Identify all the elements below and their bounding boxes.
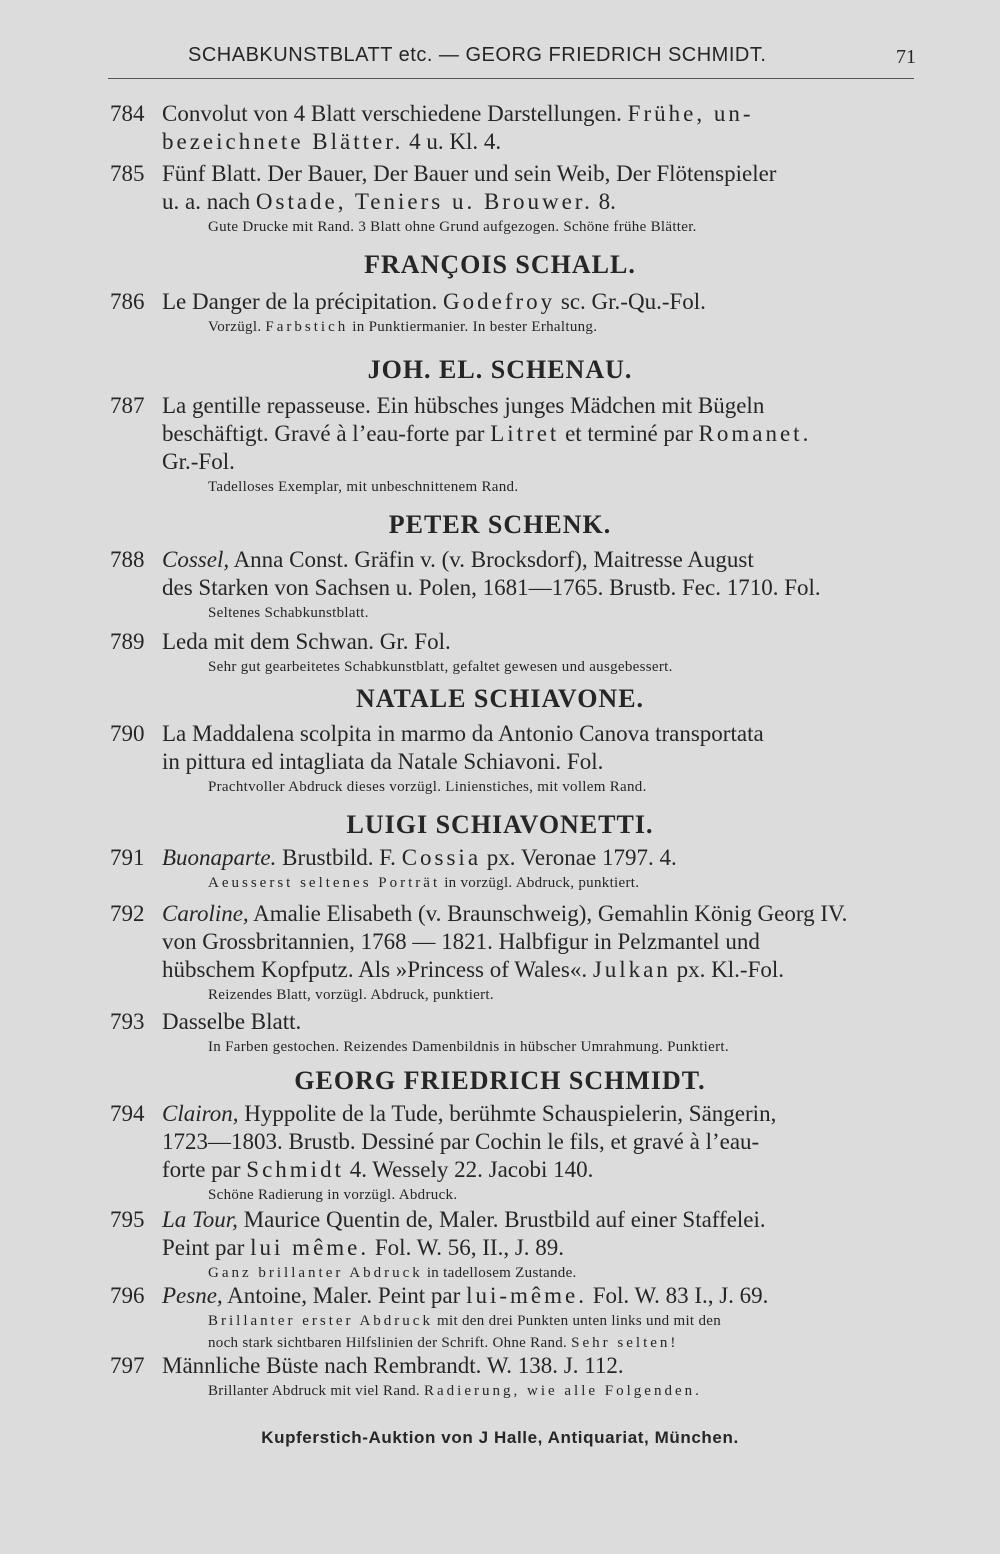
lot-number: 791	[110, 845, 145, 870]
lot-note: Brillanter Abdruck mit viel Rand.	[208, 1383, 424, 1399]
lot-text: u. a. nach	[162, 189, 256, 214]
lot-entry-795	[110, 1206, 928, 1284]
lot-note-spaced: Brillanter erster Abdruck	[208, 1313, 433, 1329]
lot-text: beschäftigt. Gravé à l’eau-forte par	[162, 421, 491, 446]
lot-note: Seltenes Schabkunstblatt.	[208, 605, 369, 621]
artist-heading-schenk: PETER SCHENK.	[388, 510, 612, 539]
running-title: SCHABKUNSTBLATT etc. — GEORG FRIEDRICH SCHMIDT.	[188, 44, 767, 66]
lot-text: Brustbild. F.	[276, 845, 402, 870]
lot-entry-793	[110, 1008, 928, 1058]
lot-text-spaced: Julkan	[592, 957, 671, 982]
lot-text: Peint par	[162, 1235, 251, 1260]
lot-text: Dasselbe Blatt.	[162, 1009, 302, 1034]
artist-heading-schall: FRANÇOIS SCHALL.	[364, 250, 636, 279]
lot-entry-786	[110, 288, 928, 338]
lot-text: px. Kl.-Fol.	[670, 957, 784, 982]
lot-note: Tadelloses Exemplar, mit unbeschnittenem Rand.	[208, 479, 519, 495]
lot-number: 793	[110, 1009, 145, 1034]
lot-text-spaced: Ostade, Teniers u. Brouwer.	[255, 189, 593, 214]
artist-heading-schenau: JOH. EL. SCHENAU.	[367, 355, 633, 384]
lot-number: 785	[110, 161, 145, 186]
lot-note: noch stark sichtbaren Hilfslinien der Schrift. Ohne Rand.	[208, 1335, 572, 1351]
lot-note-spaced: Farbstich	[265, 319, 349, 335]
lot-sitter-name: Caroline,	[162, 901, 249, 926]
lot-text: Antoine, Maler. Peint par	[222, 1283, 467, 1308]
lot-text: px. Veronae 1797. 4.	[481, 845, 677, 870]
lot-number: 797	[110, 1353, 145, 1378]
lot-text: Fünf Blatt. Der Bauer, Der Bauer und sein Weib, Der Flötenspieler	[162, 161, 777, 186]
artist-heading-schiavone: NATALE SCHIAVONE.	[355, 684, 645, 713]
lot-text-spaced: lui même.	[250, 1235, 370, 1260]
lot-text: Amalie Elisabeth (v. Braunschweig), Gemahlin König Georg IV.	[248, 901, 848, 926]
lot-text: 8.	[592, 189, 616, 214]
lot-entry-785	[110, 160, 928, 238]
lot-note: in vorzügl. Abdruck, punktiert.	[440, 875, 640, 891]
lot-number: 796	[110, 1283, 145, 1308]
lot-entry-784	[110, 100, 928, 156]
page-number: 71	[896, 46, 916, 68]
lot-sitter-name: Clairon,	[162, 1101, 239, 1126]
lot-note-spaced: Ganz brillanter Abdruck	[208, 1265, 423, 1281]
lot-text-spaced: bezeichnete Blätter.	[162, 129, 404, 154]
lot-text: 4. Wessely 22. Jacobi 140.	[343, 1157, 594, 1182]
lot-number: 787	[110, 393, 145, 418]
lot-entry-787	[110, 392, 928, 498]
artist-heading-schmidt: GEORG FRIEDRICH SCHMIDT.	[294, 1066, 706, 1095]
lot-entry-794	[110, 1100, 928, 1206]
lot-note: in Punktiermanier. In bester Erhaltung.	[348, 319, 598, 335]
lot-text: Männliche Büste nach Rembrandt. W. 138. J. 112.	[162, 1353, 624, 1378]
lot-note: Schöne Radierung in vorzügl. Abdruck.	[208, 1187, 458, 1203]
artist-heading-schiavonetti: LUIGI SCHIAVONETTI.	[346, 810, 654, 839]
lot-text: Fol. W. 83 I., J. 69.	[586, 1283, 769, 1308]
lot-text-spaced: Schmidt	[246, 1157, 344, 1182]
lot-text: von Grossbritannien, 1768 — 1821. Halbfigur in Pelzmantel und	[162, 929, 760, 954]
lot-note-spaced: Sehr selten!	[571, 1335, 679, 1351]
lot-number: 789	[110, 629, 145, 654]
lot-text-spaced: Romanet.	[698, 421, 812, 446]
lot-number: 792	[110, 901, 145, 926]
lot-entry-797	[110, 1352, 928, 1402]
lot-note-spaced: Radierung, wie alle Folgenden.	[424, 1383, 702, 1399]
lot-text: Convolut von 4 Blatt verschiedene Darstellungen.	[162, 101, 628, 126]
lot-number: 790	[110, 721, 145, 746]
lot-note: in tadellosem Zustande.	[422, 1265, 577, 1281]
lot-text: Leda mit dem Schwan. Gr. Fol.	[162, 629, 451, 654]
lot-number: 788	[110, 547, 145, 572]
lot-text: in pittura ed intagliata da Natale Schiavoni. Fol.	[162, 749, 604, 774]
lot-text: 4 u. Kl. 4.	[403, 129, 502, 154]
lot-text-spaced: Godefroy	[443, 289, 556, 314]
lot-text: forte par	[162, 1157, 247, 1182]
lot-text: Hyppolite de la Tude, berühmte Schauspielerin, Sängerin,	[238, 1101, 777, 1126]
auction-footer: Kupferstich-Auktion von J Halle, Antiquariat, München.	[261, 1428, 739, 1447]
lot-number: 784	[110, 101, 145, 126]
lot-text: La Maddalena scolpita in marmo da Antonio Canova transportata	[162, 721, 764, 746]
lot-entry-791	[110, 844, 928, 894]
lot-sitter-name: La Tour,	[162, 1207, 238, 1232]
lot-text-spaced: Cossia	[401, 845, 482, 870]
lot-note: Sehr gut gearbeitetes Schabkunstblatt, gefaltet gewesen und ausgebessert.	[208, 659, 673, 675]
header-rule	[108, 78, 914, 79]
lot-note-spaced: Aeusserst seltenes Porträt	[208, 875, 441, 891]
lot-entry-790	[110, 720, 928, 798]
lot-note: Vorzügl.	[208, 319, 266, 335]
lot-text: Fol. W. 56, II., J. 89.	[369, 1235, 565, 1260]
lot-text: Maurice Quentin de, Maler. Brustbild auf einer Staffelei.	[237, 1207, 766, 1232]
lot-text: 1723—1803. Brustb. Dessiné par Cochin le fils, et gravé à l’eau-	[162, 1129, 760, 1154]
lot-text-spaced: Frühe, un-	[627, 101, 754, 126]
lot-sitter-name: Pesne,	[162, 1283, 223, 1308]
lot-text-spaced: lui-même.	[466, 1283, 587, 1308]
lot-text: des Starken von Sachsen u. Polen, 1681—1765. Brustb. Fec. 1710. Fol.	[162, 575, 821, 600]
lot-number: 794	[110, 1101, 145, 1126]
lot-text: Le Danger de la précipitation.	[162, 289, 443, 314]
lot-note: In Farben gestochen. Reizendes Damenbildnis in hübscher Umrahmung. Punktiert.	[208, 1039, 729, 1055]
lot-note: Prachtvoller Abdruck dieses vorzügl. Linienstiches, mit vollem Rand.	[208, 779, 647, 795]
lot-text: hübschem Kopfputz. Als »Princess of Wales«.	[162, 957, 593, 982]
lot-entry-788	[110, 546, 928, 624]
lot-number: 795	[110, 1207, 145, 1232]
lot-sitter-name: Buonaparte.	[162, 845, 277, 870]
lot-text: Anna Const. Gräfin v. (v. Brocksdorf), Maitresse August	[229, 547, 754, 572]
lot-text: et terminé par	[559, 421, 699, 446]
lot-text: La gentille repasseuse. Ein hübsches junges Mädchen mit Bügeln	[162, 393, 765, 418]
lot-text: sc. Gr.-Qu.-Fol.	[555, 289, 706, 314]
lot-note: Gute Drucke mit Rand. 3 Blatt ohne Grund aufgezogen. Schöne frühe Blätter.	[208, 219, 697, 235]
lot-number: 786	[110, 289, 145, 314]
lot-note: Reizendes Blatt, vorzügl. Abdruck, punktiert.	[208, 987, 494, 1003]
lot-sitter-name: Cossel,	[162, 547, 230, 572]
lot-entry-792	[110, 900, 928, 1006]
lot-note: mit den drei Punkten unten links und mit den	[432, 1313, 722, 1329]
lot-entry-789	[110, 628, 928, 678]
lot-entry-796	[110, 1282, 928, 1354]
lot-text: Gr.-Fol.	[162, 449, 235, 474]
lot-text-spaced: Litret	[490, 421, 560, 446]
